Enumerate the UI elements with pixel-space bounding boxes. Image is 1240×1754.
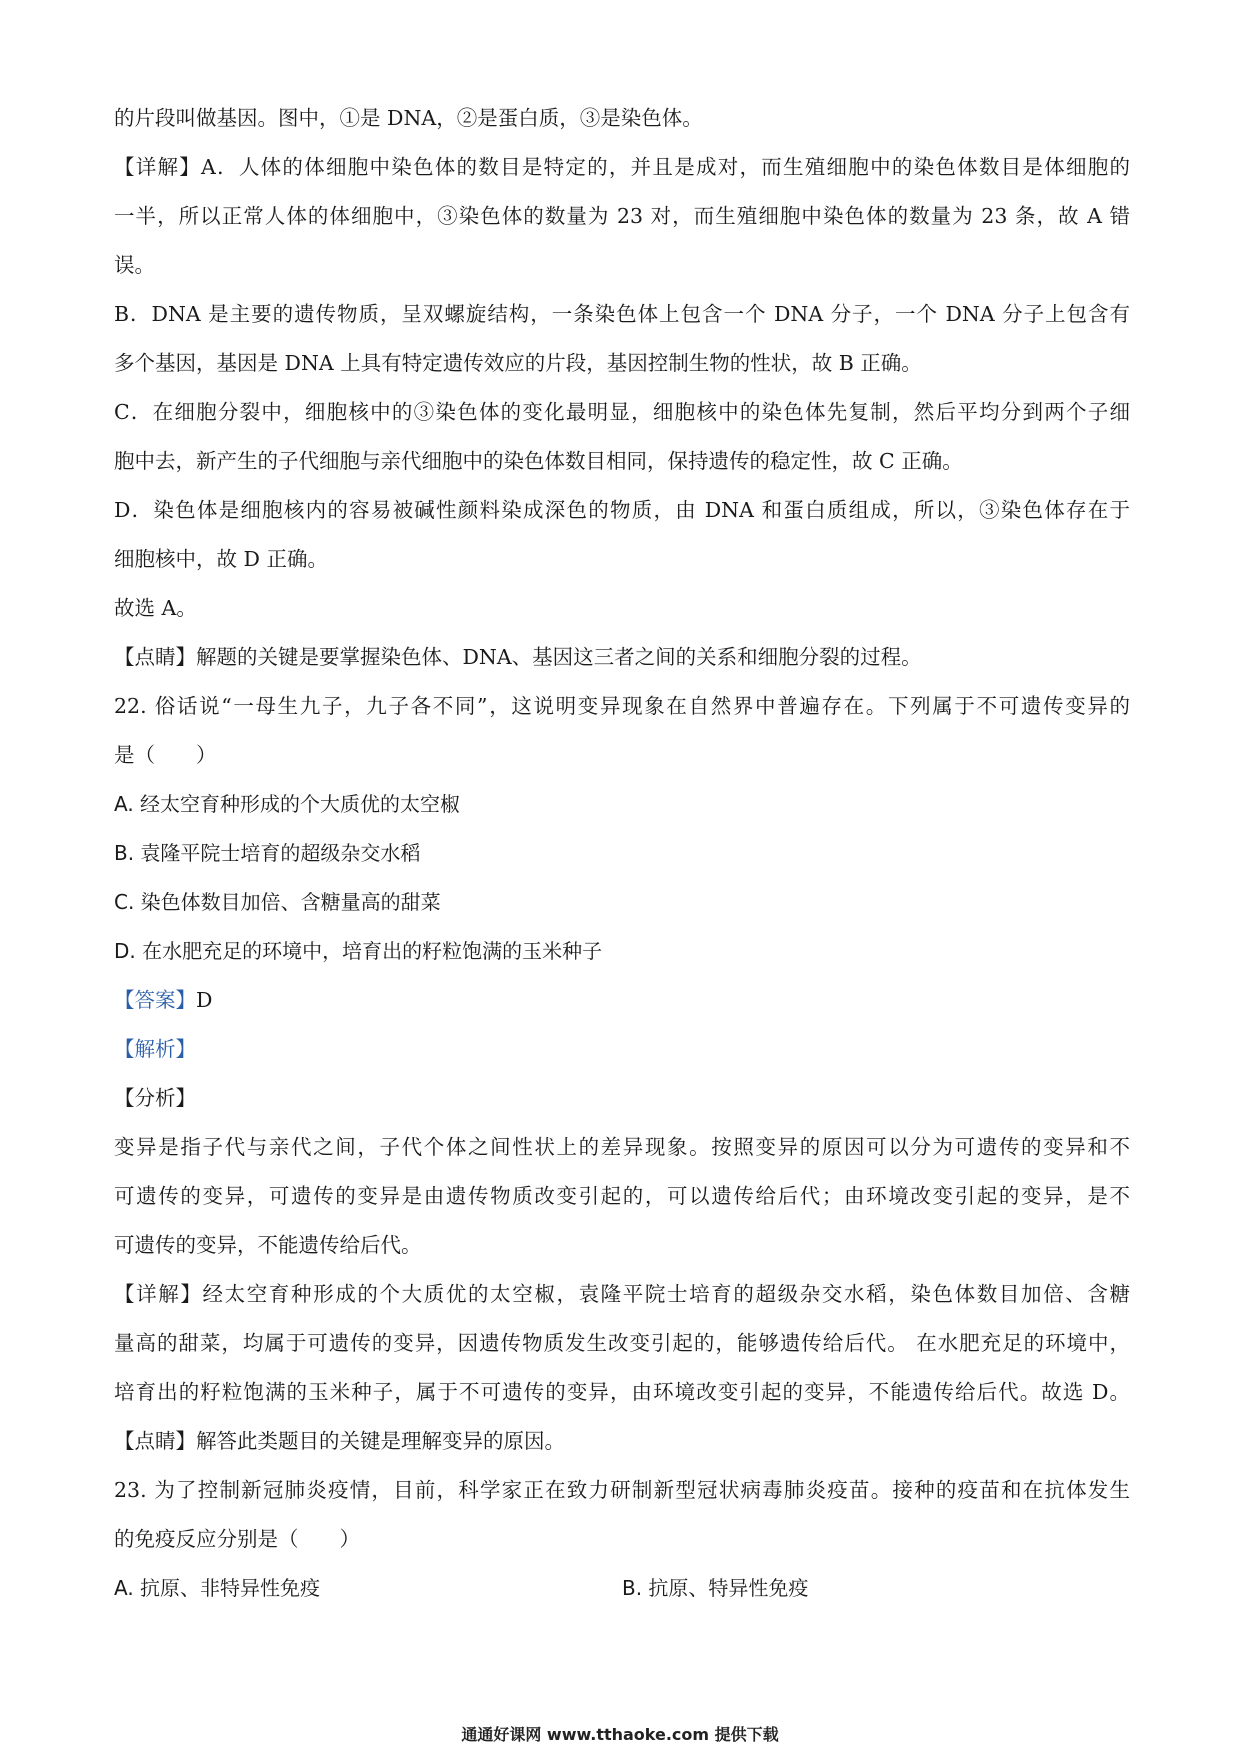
analysis-label: 【解析】 <box>114 1037 196 1061</box>
text-line: 可遗传的变异，不能遗传给后代。 <box>114 1233 422 1257</box>
option-d: D. 在水肥充足的环境中，培育出的籽粒饱满的玉米种子 <box>114 939 603 963</box>
document-body <box>114 94 1130 1613</box>
text-line: 细胞核中，故 D 正确。 <box>114 547 328 571</box>
text-line: 【详解】A．人体的体细胞中染色体的数目是特定的，并且是成对，而生殖细胞中的染色体数目是体细胞的 <box>114 155 1130 179</box>
answer-line <box>114 976 1130 1025</box>
text-line: 的片段叫做基因。图中，①是 DNA，②是蛋白质，③是染色体。 <box>114 106 703 130</box>
tip-line: 【点睛】解题的关键是要掌握染色体、DNA、基因这三者之间的关系和细胞分裂的过程。 <box>114 645 922 669</box>
text-line: 可遗传的变异，可遗传的变异是由遗传物质改变引起的，可以遗传给后代；由环境改变引起的变异，是不 <box>114 1184 1130 1208</box>
text-line: 误。 <box>114 253 155 277</box>
option-b: B. 袁隆平院士培育的超级杂交水稻 <box>114 841 421 865</box>
question-22-stem: 22. 俗话说“一母生九子，九子各不同”，这说明变异现象在自然界中普遍存在。下列属于不可遗传变异的 <box>114 694 1130 718</box>
question-22-stem-end: 是（ ） <box>114 743 217 767</box>
answer-value: D <box>196 988 213 1012</box>
text-line: 变异是指子代与亲代之间，子代个体之间性状上的差异现象。按照变异的原因可以分为可遗传的变异和不 <box>114 1135 1130 1159</box>
question-23-stem-end: 的免疫反应分别是（ ） <box>114 1527 360 1551</box>
options-row <box>114 1564 1130 1613</box>
text-line: 多个基因，基因是 DNA 上具有特定遗传效应的片段，基因控制生物的性状，故 B 正确。 <box>114 351 922 375</box>
text-line: 培育出的籽粒饱满的玉米种子，属于不可遗传的变异，由环境改变引起的变异，不能遗传给后代。故选 D。 <box>114 1380 1130 1404</box>
footer-watermark: 通通好课网 www.tthaoke.com 提供下载 <box>461 1725 779 1744</box>
text-line: 量高的甜菜，均属于可遗传的变异，因遗传物质发生改变引起的，能够遗传给后代。 在水肥充足的环境中， <box>114 1331 1130 1355</box>
question-23-stem: 23. 为了控制新冠肺炎疫情，目前，科学家正在致力研制新型冠状病毒肺炎疫苗。接种的疫苗和在抗体发生 <box>114 1478 1130 1502</box>
tip-line: 【点睛】解答此类题目的关键是理解变异的原因。 <box>114 1429 565 1453</box>
analysis-heading: 【分析】 <box>114 1086 196 1110</box>
option-c: C. 染色体数目加倍、含糖量高的甜菜 <box>114 890 441 914</box>
option-b: B. 抗原、特异性免疫 <box>622 1576 809 1600</box>
text-line: C．在细胞分裂中，细胞核中的③染色体的变化最明显，细胞核中的染色体先复制，然后平均分到两个子细 <box>114 400 1130 424</box>
answer-label: 【答案】 <box>114 988 196 1012</box>
option-a: A. 抗原、非特异性免疫 <box>114 1576 321 1600</box>
text-line: D．染色体是细胞核内的容易被碱性颜料染成深色的物质，由 DNA 和蛋白质组成，所以，③染色体存在于 <box>114 498 1130 522</box>
option-a: A. 经太空育种形成的个大质优的太空椒 <box>114 792 461 816</box>
text-line: 一半，所以正常人体的体细胞中，③染色体的数量为 23 对，而生殖细胞中染色体的数量为 23 条，故 A 错 <box>114 204 1130 228</box>
text-line: 胞中去，新产生的子代细胞与亲代细胞中的染色体数目相同，保持遗传的稳定性，故 C 正确。 <box>114 449 963 473</box>
text-line: 故选 A。 <box>114 596 197 620</box>
text-line: 【详解】经太空育种形成的个大质优的太空椒，袁隆平院士培育的超级杂交水稻，染色体数目加倍、含糖 <box>114 1282 1130 1306</box>
text-line: B．DNA 是主要的遗传物质，呈双螺旋结构，一条染色体上包含一个 DNA 分子，一个 DNA 分子上包含有 <box>114 302 1130 326</box>
